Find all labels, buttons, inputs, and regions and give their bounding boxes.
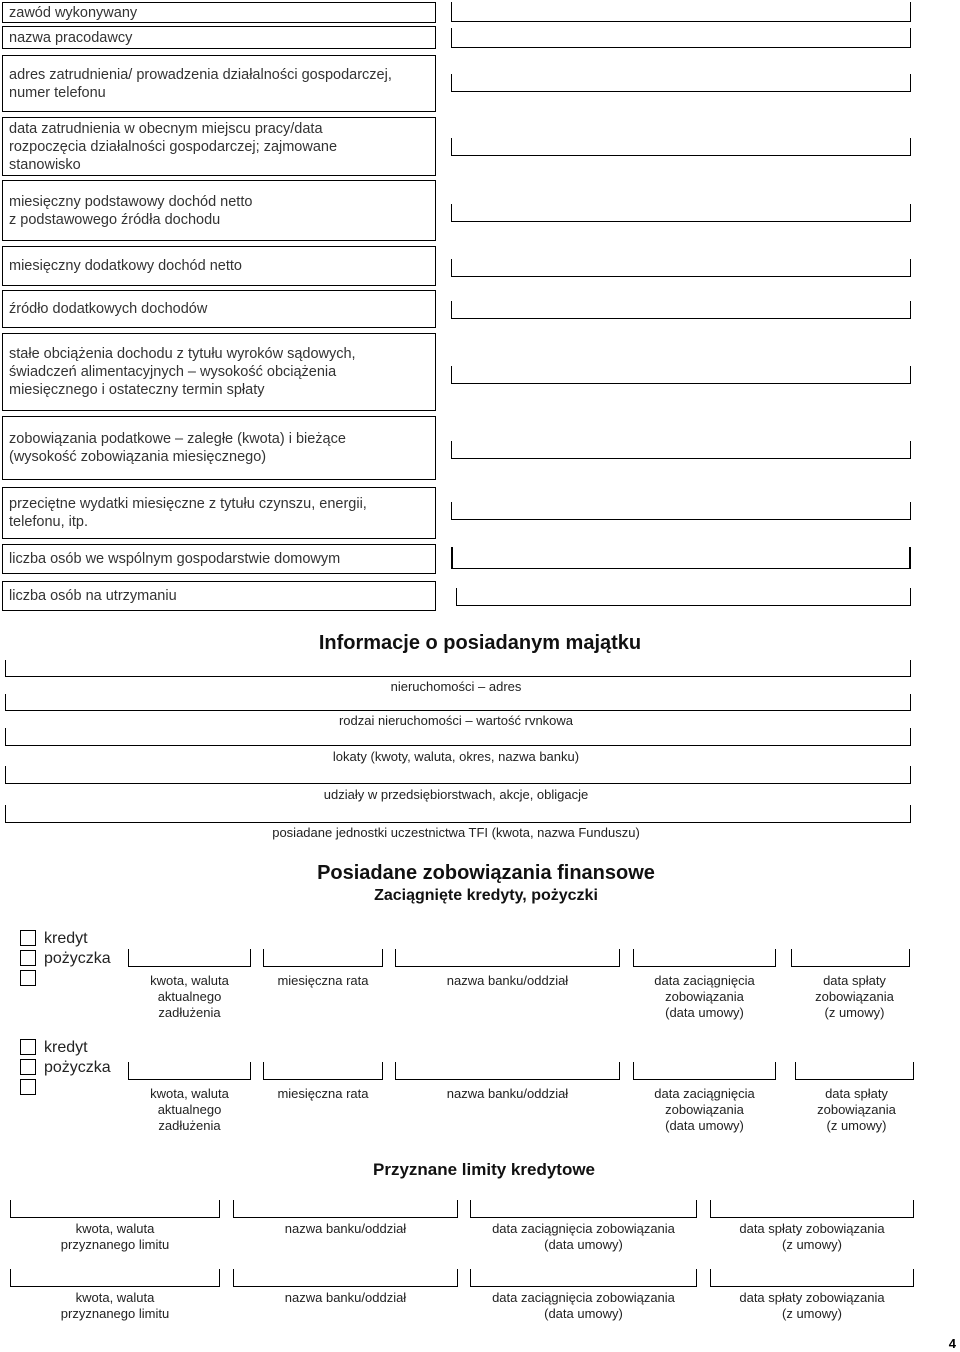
limit-2-bank-caption: [233, 1290, 458, 1306]
employer-name-text: nazwa pracodawcy: [9, 29, 133, 46]
liability-2-bank-field[interactable]: [395, 1062, 620, 1080]
liability-2-start-date-field[interactable]: [633, 1062, 776, 1080]
avg-expenses-line-2: telefonu, itp.: [9, 514, 88, 530]
extra-income-source-text: źródło dodatkowych dochodów: [9, 301, 208, 317]
limit-2-start-date-caption-line-2: (data umowy): [544, 1306, 623, 1321]
liability-1-rate-field[interactable]: [263, 949, 383, 967]
liability-1-end-date-caption: [791, 973, 918, 1021]
dependents-label: [2, 581, 436, 611]
employment-date-field[interactable]: [451, 138, 911, 156]
shares-caption: udziały w przedsiębiorstwach, akcje, obligacje: [323, 787, 589, 802]
liability-2-amount-caption-line-2: aktualnego: [157, 1102, 222, 1117]
real-estate-address-caption: nieruchomości – adres: [390, 679, 522, 694]
loan-type-checkbox-loan-1[interactable]: [20, 950, 36, 966]
limit-1-start-date-caption-line-1: data zaciągnięcia zobowiązania: [492, 1221, 675, 1236]
employment-date-label: [2, 117, 436, 176]
liability-1-start-date-caption: [633, 973, 776, 1021]
limit-1-start-date-caption: [470, 1221, 697, 1253]
limit-1-bank-caption: [233, 1221, 458, 1237]
liability-1-amount-caption-line-2: aktualnego: [157, 989, 222, 1004]
liability-2-end-date-caption: [795, 1086, 918, 1134]
limit-2-amount-field[interactable]: [10, 1269, 220, 1287]
loan-type-label-loan-1: pożyczka: [44, 950, 111, 967]
household-size-label: [2, 544, 436, 574]
tax-liabilities-label: [2, 416, 436, 480]
liability-1-amount-caption: [128, 973, 251, 1021]
liability-2-bank-caption-line-1: nazwa banku/oddział: [446, 1086, 569, 1101]
liability-2-rate-field[interactable]: [263, 1062, 383, 1080]
limit-2-bank-caption-line-1: nazwa banku/oddział: [284, 1290, 407, 1305]
liabilities-title: Posiadane zobowiązania finansowe: [317, 862, 655, 884]
tax-liabilities-line-1: zobowiązania podatkowe – zaległe (kwota) i bieżące: [9, 431, 346, 447]
extra-income-text: miesięczny dodatkowy dochód netto: [9, 258, 242, 274]
loan-type-label-credit-2: kredyt: [44, 1039, 88, 1056]
liability-1-rate-caption: [263, 973, 383, 989]
liability-1-bank-caption: [395, 973, 620, 989]
liability-1-bank-field[interactable]: [395, 949, 620, 967]
limit-2-start-date-field[interactable]: [470, 1269, 697, 1287]
liability-2-amount-caption-line-1: kwota, waluta: [150, 1086, 229, 1101]
tax-liabilities-field[interactable]: [451, 441, 911, 459]
loan-type-checkbox-credit-1[interactable]: [20, 930, 36, 946]
fixed-charges-line-1: stałe obciążenia dochodu z tytułu wyroków sądowych,: [9, 346, 356, 362]
dependents-text: liczba osób na utrzymaniu: [9, 588, 177, 604]
deposits-caption: lokaty (kwoty, waluta, okres, nazwa banku): [332, 749, 580, 764]
liability-1-end-date-field[interactable]: [791, 949, 910, 967]
limit-1-amount-caption-line-2: przyznanego limitu: [60, 1237, 170, 1252]
liability-2-rate-caption-line-1: miesięczna rata: [277, 1086, 369, 1101]
loan-type-checkbox-other-1[interactable]: [20, 970, 36, 986]
limit-1-bank-field[interactable]: [233, 1200, 458, 1218]
limit-1-amount-caption: [10, 1221, 220, 1253]
liability-2-start-date-caption-line-3: (data umowy): [665, 1118, 744, 1133]
base-income-label: [2, 180, 436, 241]
extra-income-label: [2, 246, 436, 286]
occupation-text: zawód wykonywany: [9, 4, 138, 21]
liability-2-start-date-caption: [633, 1086, 776, 1134]
fund-units-field[interactable]: [5, 805, 911, 823]
limit-2-start-date-caption: [470, 1290, 697, 1322]
deposits-field[interactable]: [5, 728, 911, 746]
loan-type-label-loan-2: pożyczka: [44, 1059, 111, 1076]
fixed-charges-line-3: miesięcznego i ostateczny termin spłaty: [9, 382, 265, 398]
limit-1-start-date-field[interactable]: [470, 1200, 697, 1218]
limit-2-end-date-caption: [710, 1290, 914, 1322]
liability-2-rate-caption: [263, 1086, 383, 1102]
credit-limits-title: Przyznane limity kredytowe: [372, 1160, 596, 1179]
limit-1-start-date-caption-line-2: (data umowy): [544, 1237, 623, 1252]
limit-1-end-date-caption: [710, 1221, 914, 1253]
limit-2-start-date-caption-line-1: data zaciągnięcia zobowiązania: [492, 1290, 675, 1305]
loan-type-label-credit-1: kredyt: [44, 930, 88, 947]
liability-1-amount-caption-line-1: kwota, waluta: [150, 973, 229, 988]
real-estate-type-field[interactable]: [5, 694, 911, 711]
fixed-charges-field[interactable]: [451, 366, 911, 384]
limit-1-amount-caption-line-1: kwota, waluta: [75, 1221, 155, 1236]
employment-date-line-3: stanowisko: [9, 156, 81, 173]
limit-1-end-date-caption-line-1: data spłaty zobowiązania: [739, 1221, 885, 1236]
extra-income-source-label: [2, 290, 436, 328]
liability-2-start-date-caption-line-2: zobowiązania: [665, 1102, 744, 1117]
limit-2-amount-caption: [10, 1290, 220, 1322]
employer-name-field[interactable]: [451, 28, 911, 48]
limit-1-bank-caption-line-1: nazwa banku/oddział: [284, 1221, 407, 1236]
liability-2-amount-caption: [128, 1086, 251, 1134]
real-estate-type-caption: rodzai nieruchomości – wartość rvnkowa: [338, 713, 574, 728]
base-income-line-1: miesięczny podstawowy dochód netto: [9, 193, 253, 210]
fixed-charges-line-2: świadczeń alimentacyjnych – wysokość obciążenia: [9, 364, 337, 380]
extra-income-source-field[interactable]: [451, 301, 911, 319]
household-size-text: liczba osób we wspólnym gospodarstwie domowym: [9, 551, 341, 567]
loan-type-checkbox-other-2[interactable]: [20, 1079, 36, 1095]
address-label: [2, 55, 436, 112]
liability-1-bank-caption-line-1: nazwa banku/oddział: [446, 973, 569, 988]
liability-1-end-date-caption-line-2: zobowiązania: [815, 989, 894, 1004]
liability-2-amount-field[interactable]: [128, 1062, 251, 1080]
liability-2-amount-caption-line-3: zadłużenia: [158, 1118, 221, 1133]
liability-2-bank-caption: [395, 1086, 620, 1102]
address-line-2: numer telefonu: [9, 84, 106, 101]
household-size-field[interactable]: [451, 547, 911, 569]
shares-field[interactable]: [5, 766, 911, 784]
extra-income-field[interactable]: [451, 259, 911, 277]
limit-2-end-date-caption-line-1: data spłaty zobowiązania: [739, 1290, 885, 1305]
limit-1-end-date-caption-line-2: (z umowy): [782, 1237, 842, 1252]
base-income-line-2: z podstawowego źródła dochodu: [9, 211, 221, 228]
page-number: 4: [948, 1336, 956, 1351]
base-income-field[interactable]: [451, 204, 911, 222]
avg-expenses-field[interactable]: [451, 502, 911, 520]
dependents-field[interactable]: [456, 588, 911, 606]
liability-1-amount-field[interactable]: [128, 949, 251, 967]
liability-2-end-date-caption-line-1: data spłaty: [825, 1086, 888, 1101]
limit-2-end-date-caption-line-2: (z umowy): [782, 1306, 842, 1321]
liability-1-end-date-caption-line-1: data spłaty: [823, 973, 886, 988]
limit-2-amount-caption-line-2: przyznanego limitu: [60, 1306, 170, 1321]
occupation-label: [2, 2, 436, 23]
address-line-1: adres zatrudnienia/ prowadzenia działalności gospodarczej,: [9, 66, 392, 83]
limit-2-amount-caption-line-1: kwota, waluta: [75, 1290, 155, 1305]
employment-date-line-1: data zatrudnienia w obecnym miejscu pracy/data: [9, 120, 323, 137]
loan-type-checkbox-credit-2[interactable]: [20, 1039, 36, 1055]
fund-units-caption: posiadane jednostki uczestnictwa TFI (kwota, nazwa Funduszu): [272, 825, 640, 840]
liability-2-end-date-field[interactable]: [795, 1062, 914, 1080]
liability-2-end-date-caption-line-2: zobowiązania: [817, 1102, 896, 1117]
liability-1-start-date-field[interactable]: [633, 949, 776, 967]
limit-1-amount-field[interactable]: [10, 1200, 220, 1218]
liability-1-rate-caption-line-1: miesięczna rata: [277, 973, 369, 988]
avg-expenses-label: [2, 487, 436, 539]
real-estate-address-field[interactable]: [5, 660, 911, 677]
liability-2-start-date-caption-line-1: data zaciągnięcia: [654, 1086, 755, 1101]
liability-2-end-date-caption-line-3: (z umowy): [826, 1118, 887, 1133]
limit-2-bank-field[interactable]: [233, 1269, 458, 1287]
liability-1-end-date-caption-line-3: (z umowy): [824, 1005, 885, 1020]
assets-title: Informacje o posiadanym majątku: [318, 632, 642, 654]
occupation-field[interactable]: [451, 2, 911, 22]
limit-2-end-date-field[interactable]: [710, 1269, 914, 1287]
limit-1-end-date-field[interactable]: [710, 1200, 914, 1218]
loan-type-checkbox-loan-2[interactable]: [20, 1059, 36, 1075]
fixed-charges-label: [2, 333, 436, 411]
tax-liabilities-line-2: (wysokość zobowiązania miesięcznego): [9, 449, 267, 465]
liability-1-amount-caption-line-3: zadłużenia: [158, 1005, 221, 1020]
liability-1-start-date-caption-line-2: zobowiązania: [665, 989, 744, 1004]
liability-1-start-date-caption-line-3: (data umowy): [665, 1005, 744, 1020]
employment-date-line-2: rozpoczęcia działalności gospodarczej; zajmowane: [9, 138, 338, 155]
address-field[interactable]: [451, 74, 911, 92]
avg-expenses-line-1: przeciętne wydatki miesięczne z tytułu czynszu, energii,: [9, 496, 367, 512]
liability-1-start-date-caption-line-1: data zaciągnięcia: [654, 973, 755, 988]
employer-name-label: [2, 26, 436, 49]
liabilities-subtitle: Zaciągnięte kredyty, pożyczki: [374, 887, 598, 904]
